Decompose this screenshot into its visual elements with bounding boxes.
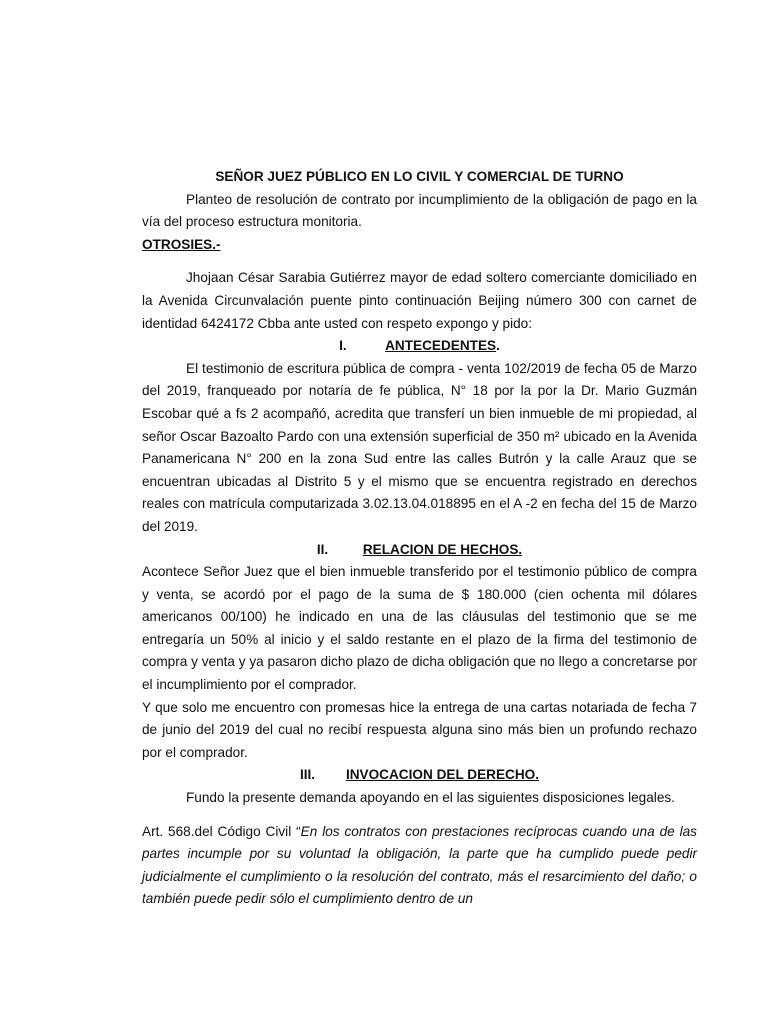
section-heading-derecho — [142, 764, 697, 787]
derecho-intro-paragraph: Fundo la presente demanda apoyando en el las siguientes disposiciones legales. — [186, 790, 675, 806]
section-heading-hechos — [142, 539, 697, 562]
hechos-paragraph-1: Acontece Señor Juez que el bien inmueble transferido por el testimonio público de compra y venta, se acordó por el pago de la suma de $ 180.000 (cien ochenta mil dólares americanos 00/100) he indicado en una de las cláusulas del testimonio que se me entregaría un 50% al inicio y el saldo restante en el plazo de la firma del testimonio de compra y venta y ya pasaron dicho plazo de dicha obligación que no llego a concretarse por el incumplimiento por el comprador. — [142, 564, 697, 693]
section-number: I. — [339, 338, 347, 354]
article-quote: En los contratos con prestaciones recíprocas cuando una de las partes incumple por su voluntad la obligación, la parte que ha cumplido puede pedir judicialmente el cumplimiento o la resolución del contrato, más el resarcimiento del daño; o también puede pedir sólo el cumplimiento dentro de un — [142, 823, 697, 907]
document-title: SEÑOR JUEZ PÚBLICO EN LO CIVIL Y COMERCIAL DE TURNO — [215, 169, 624, 184]
section-number: III. — [299, 767, 316, 783]
antecedentes-paragraph: El testimonio de escritura pública de compra - venta 102/2019 de fecha 05 de Marzo del 2019, franqueado por notaría de fe pública, N° 18 por la por la Dr. Mario Guzmán Escobar qué a fs 2 acompañó, acredita que transferí un bien inmueble de mi propiedad, al señor Oscar Bazoalto Pardo con una extensión superficial de 350 m² ubicado en la Avenida Panamericana N° 200 en la zona Sud entre las calles Butrón y la calle Arauz que se encuentran ubicadas al Distrito 5 y el mismo que se encuentra registrado en derechos reales con matrícula computarizada 3.02.13.04.018895 en el A -2 en fecha del 15 de Marzo del 2019. — [142, 360, 697, 534]
otrosies-heading: OTROSIES.- — [142, 236, 221, 252]
section-label: ANTECEDENTES — [385, 338, 497, 354]
document-subtitle: Planteo de resolución de contrato por incumplimiento de la obligación de pago en la vía del proceso estructura monitoria. — [142, 191, 697, 230]
section-label: INVOCACION DEL DERECHO. — [345, 767, 540, 783]
document-page — [142, 166, 697, 911]
section-label: RELACION DE HECHOS. — [362, 541, 523, 557]
section-suffix: . — [496, 338, 500, 354]
hechos-paragraph-2: Y que solo me encuentro con promesas hice la entrega de una cartas notariada de fecha 7 de junio del 2019 del cual no recibí respuesta alguna sino más bien un profundo rechazo por el comprador. — [142, 699, 697, 760]
intro-paragraph: Jhojaan César Sarabia Gutiérrez mayor de edad soltero comerciante domiciliado en la Avenida Circunvalación puente pinto continuación Beijing número 300 con carnet de identidad 6424172 Cbba ante usted con respeto expongo y pido: — [142, 270, 697, 331]
section-heading-antecedentes — [142, 335, 697, 358]
article-paragraph — [142, 821, 697, 911]
section-number: II. — [316, 541, 329, 557]
article-prefix: Art. 568.del Código Civil “ — [142, 823, 301, 839]
